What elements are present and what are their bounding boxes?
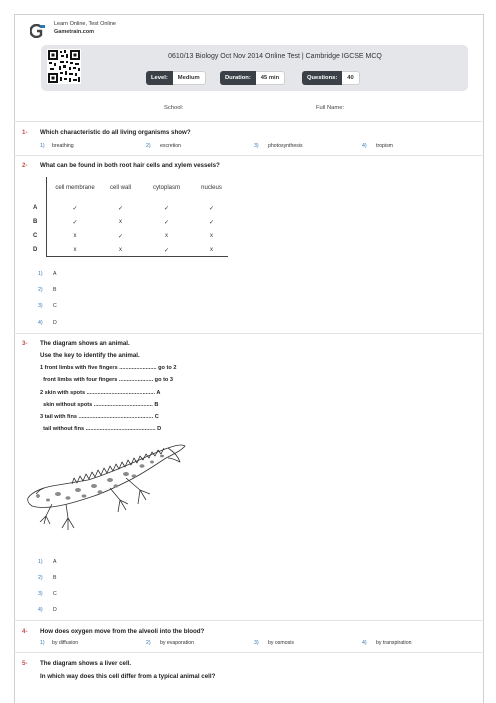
- table-header-row: [27, 175, 234, 201]
- option-number[interactable]: 2): [146, 640, 151, 646]
- option-text[interactable]: A: [53, 271, 57, 277]
- question-text: How does oxygen move from the alveoli into the blood?: [40, 628, 205, 635]
- option-number[interactable]: 3): [38, 303, 43, 309]
- key-line: 3 tail with fins ................................................ C: [40, 414, 159, 420]
- questions-label: Questions:: [302, 71, 342, 85]
- question-text: What can be found in both root hair cells and xylem vessels?: [40, 162, 220, 169]
- table-cell: x: [210, 247, 213, 253]
- level-label: Level:: [146, 71, 173, 85]
- table-row: [27, 215, 234, 229]
- option-number[interactable]: 1): [38, 559, 43, 565]
- option-text[interactable]: tropism: [376, 143, 394, 149]
- table-border: [46, 177, 47, 256]
- fullname-field-label: Full Name:: [316, 105, 345, 111]
- table-cell: ✓: [72, 219, 78, 226]
- option-text[interactable]: photosynthesis: [268, 143, 303, 149]
- divider: [14, 155, 482, 156]
- column-header: cytoplasm: [152, 185, 180, 191]
- question-text: The diagram shows an animal.: [40, 340, 130, 347]
- questions-badge: [302, 71, 360, 85]
- question-number: 3-: [22, 340, 28, 347]
- questions-value: 40: [342, 71, 359, 85]
- option-number[interactable]: 4): [362, 640, 367, 646]
- qr-code-icon: [47, 49, 81, 84]
- option-number[interactable]: 4): [362, 143, 367, 149]
- question-number: 4-: [22, 628, 28, 635]
- option-number[interactable]: 2): [146, 143, 151, 149]
- option-number[interactable]: 4): [38, 320, 43, 326]
- option-number[interactable]: 3): [38, 591, 43, 597]
- question-number: 1-: [22, 129, 28, 136]
- divider: [14, 620, 482, 621]
- table-cell: ✓: [208, 205, 215, 212]
- level-badge: [146, 71, 206, 85]
- option-text[interactable]: by evaporation: [160, 640, 195, 646]
- test-title: 0610/13 Biology Oct Nov 2014 Online Test | Cambridge IGCSE MCQ: [168, 53, 382, 60]
- option-number[interactable]: 1): [40, 143, 45, 149]
- question-text: Which characteristic do all living organisms show?: [40, 129, 191, 136]
- table-row: [27, 243, 234, 257]
- option-text[interactable]: by diffusion: [52, 640, 79, 646]
- table-cell: x: [119, 219, 122, 225]
- row-label: C: [33, 233, 38, 239]
- option-text[interactable]: C: [53, 303, 57, 309]
- table-cell: ✓: [117, 205, 124, 212]
- table-cell: x: [165, 233, 168, 239]
- option-text[interactable]: B: [53, 575, 57, 581]
- option-number[interactable]: 1): [38, 271, 43, 277]
- table-row: [27, 201, 234, 215]
- table-cell: x: [210, 233, 213, 239]
- option-text[interactable]: B: [53, 287, 57, 293]
- option-text[interactable]: breathing: [52, 143, 74, 149]
- option-number[interactable]: 3): [254, 143, 259, 149]
- gametrain-logo-icon[interactable]: [30, 24, 46, 38]
- row-label: A: [33, 205, 38, 211]
- row-label: D: [33, 247, 38, 253]
- divider: [14, 333, 482, 334]
- key-line: tail without fins ............................................. D: [40, 426, 162, 432]
- option-text[interactable]: C: [53, 591, 57, 597]
- option-text[interactable]: D: [53, 607, 57, 613]
- key-line: front limbs with four fingers ...................... go to 3: [40, 377, 174, 383]
- table-cell: ✓: [163, 205, 170, 212]
- key-line: skin without spots ...................................... B: [40, 402, 159, 408]
- option-number[interactable]: 1): [40, 640, 45, 646]
- column-header: cell wall: [109, 185, 131, 191]
- option-text[interactable]: D: [53, 320, 57, 326]
- duration-label: Duration:: [220, 71, 256, 85]
- table-cell: ✓: [117, 233, 124, 240]
- animal-diagram: [22, 438, 190, 543]
- duration-badge: [220, 71, 285, 85]
- option-text[interactable]: A: [53, 559, 57, 565]
- question-text-line2: In which way does this cell differ from a typical animal cell?: [40, 673, 216, 680]
- divider: [14, 121, 482, 122]
- table-cell: x: [73, 247, 77, 253]
- table-cell: ✓: [163, 247, 170, 254]
- option-text[interactable]: excretion: [160, 143, 182, 149]
- school-field-label: School:: [164, 105, 184, 111]
- question-number: 5-: [22, 660, 28, 667]
- key-line: 2 skin with spots ............................................ A: [40, 390, 161, 396]
- level-value: Medium: [173, 71, 206, 85]
- duration-value: 45 min: [256, 71, 285, 85]
- key-line: 1 front limbs with five fingers ........................ go to 2: [40, 365, 177, 371]
- table-row: [27, 229, 234, 243]
- site-domain[interactable]: Gametrain.com: [54, 29, 95, 35]
- option-text[interactable]: by transpiration: [376, 640, 412, 646]
- option-text[interactable]: by osmosis: [268, 640, 294, 646]
- column-header: cell membrane: [55, 185, 95, 191]
- table-cell: x: [73, 233, 77, 239]
- question-text-line2: Use the key to identify the animal.: [40, 352, 140, 359]
- table-cell: ✓: [163, 219, 170, 226]
- table-cell: ✓: [72, 205, 78, 212]
- site-tagline: Learn Online, Test Online: [54, 21, 116, 27]
- row-label: B: [33, 219, 38, 225]
- table-border: [46, 256, 228, 257]
- table-cell: x: [119, 247, 122, 253]
- divider: [14, 652, 482, 653]
- question-text: The diagram shows a liver cell.: [40, 660, 132, 667]
- option-number[interactable]: 2): [38, 575, 43, 581]
- comparison-table: [27, 175, 234, 257]
- option-number[interactable]: 3): [254, 640, 259, 646]
- option-number[interactable]: 2): [38, 287, 43, 293]
- column-header: nucleus: [201, 185, 222, 191]
- option-number[interactable]: 4): [38, 607, 43, 613]
- question-number: 2-: [22, 162, 28, 169]
- table-cell: ✓: [208, 219, 215, 226]
